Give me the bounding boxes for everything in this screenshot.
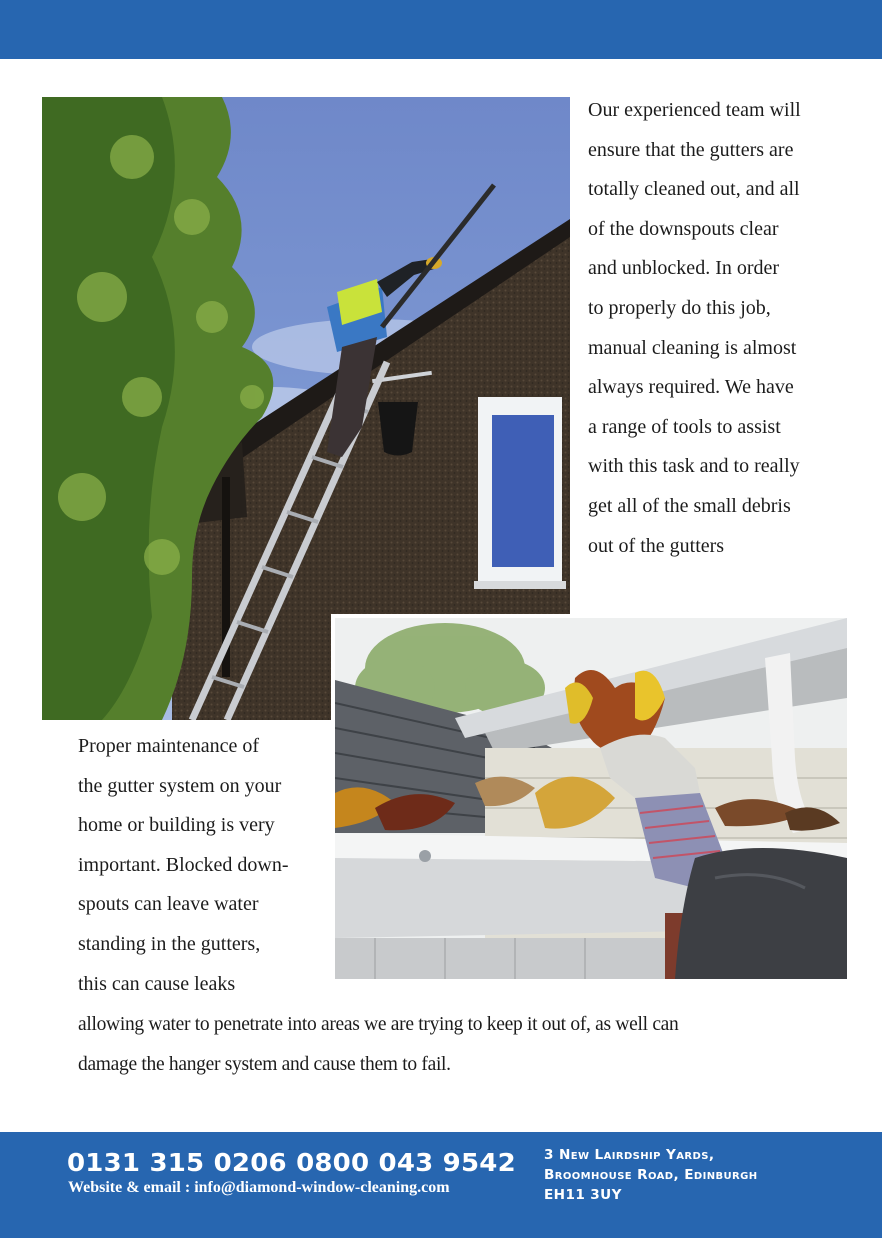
text-line: home or building is very (78, 814, 275, 837)
text-line: of the downspouts clear (588, 217, 779, 240)
text-line: Our experienced team will (588, 99, 801, 121)
header-band (0, 0, 882, 59)
text-line: get all of the small debris (588, 494, 791, 517)
website-email[interactable]: Website & email : info@diamond-window-cleaning.com (68, 1179, 450, 1196)
text-line: allowing water to penetrate into areas we are trying to keep it out of, as well can (78, 1014, 679, 1035)
text-line: totally cleaned out, and all (588, 178, 800, 201)
maintenance-paragraph (78, 727, 289, 1004)
text-line: important. Blocked down- (78, 853, 289, 876)
text-line: damage the hanger system and cause them to fail. (78, 1053, 451, 1075)
text-line: out of the gutters (588, 534, 725, 557)
text-line: standing in the gutters, (78, 932, 261, 955)
intro-paragraph (588, 91, 801, 566)
text-line: and unblocked. In order (588, 257, 780, 280)
text-line: the gutter system on your (78, 774, 282, 797)
text-line: manual cleaning is almost (588, 336, 797, 359)
address-line-3: EH11 3UY (544, 1187, 622, 1203)
text-line: ensure that the gutters are (588, 138, 794, 161)
maintenance-paragraph-continued (78, 1005, 679, 1084)
text-line: Proper maintenance of (78, 735, 260, 757)
footer-band (0, 1132, 882, 1238)
text-line: spouts can leave water (78, 893, 259, 916)
gutter-leaves-photo (335, 618, 847, 979)
gutter-photo-illustration (335, 618, 847, 979)
text-line: always required. We have (588, 376, 794, 399)
text-line: this can cause leaks (78, 972, 236, 995)
address-line-2: Broomhouse Road, Edinburgh (544, 1167, 758, 1183)
text-line: a range of tools to assist (588, 415, 781, 438)
text-line: to properly do this job, (588, 296, 771, 319)
text-line: with this task and to really (588, 455, 800, 478)
postal-address (544, 1145, 758, 1205)
address-line-1: 3 New Lairdship Yards, (544, 1147, 715, 1163)
phone-numbers[interactable]: 0131 315 0206 0800 043 9542 (67, 1148, 516, 1177)
